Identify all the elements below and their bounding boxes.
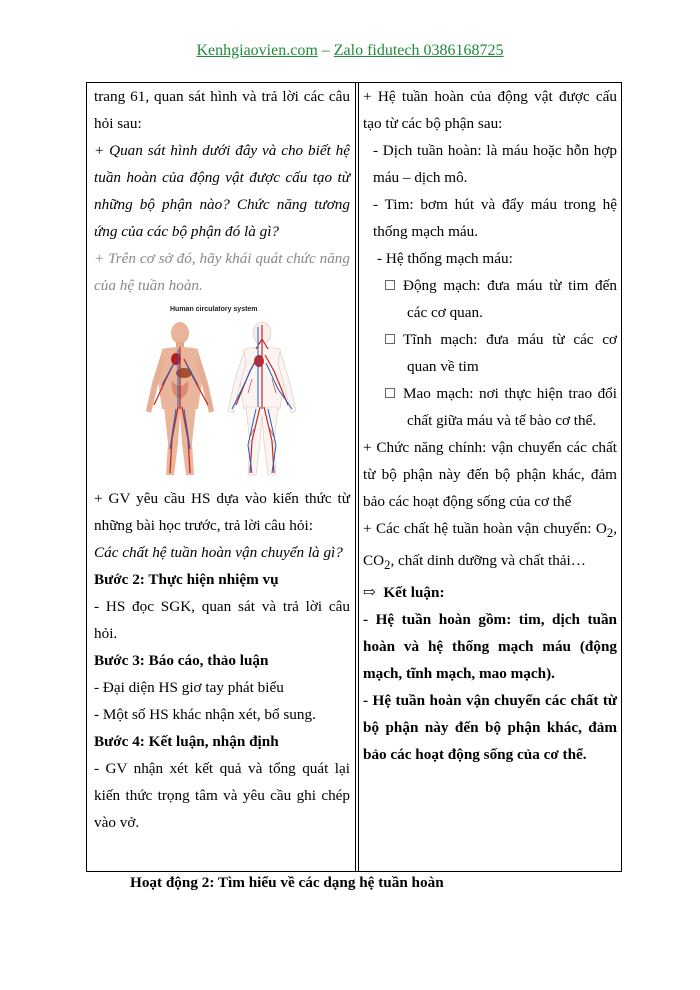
- step-3-title: Bước 3: Báo cáo, thảo luận: [94, 652, 269, 669]
- question-1: + Quan sát hình dưới đây và cho biết hệ tuần hoàn của động vật được cấu tạo từ những bộ phận nào? Chức năng tương ứng của các bộ phận đó là gì?: [94, 142, 350, 240]
- lesson-table: [86, 82, 622, 872]
- header-contact-link[interactable]: Zalo fidutech 0386168725: [333, 42, 504, 59]
- vessel-vein: Tĩnh mạch: đưa máu từ các cơ quan về tim: [363, 326, 617, 380]
- circulatory-system-figure: [94, 305, 350, 481]
- answer-vessels: - Hệ thống mạch máu:: [377, 250, 513, 267]
- conclusion-2: - Hệ tuần hoàn vận chuyển các chất từ bộ phận này đến bộ phận khác, đảm bảo các hoạt động sống của cơ thể.: [363, 692, 617, 764]
- instruction-text-2: + GV yêu cầu HS dựa vào kiến thức từ những bài học trước, trả lời câu hỏi:: [94, 490, 350, 534]
- human-body-illustration: [132, 319, 312, 481]
- answer-heart: - Tim: bơm hút và đẩy máu trong hệ thống mạch máu.: [373, 196, 617, 240]
- body-figure-right: [228, 322, 296, 475]
- teacher-activity-column: [94, 83, 350, 836]
- expected-product-column: [363, 83, 617, 768]
- header-site-link[interactable]: Kenhgiaovien.com: [196, 42, 318, 59]
- conclusion-heading: ⇨ Kết luận:: [363, 584, 445, 602]
- step-4-text: - GV nhận xét kết quả và tổng quát lại kiến thức trọng tâm và yêu cầu ghi chép vào vở.: [94, 760, 350, 831]
- answer-blood: - Dịch tuần hoàn: là máu hoặc hỗn hợp máu – dịch mô.: [373, 142, 617, 186]
- answer-substances: + Các chất hệ tuần hoàn vận chuyển: $O_2$, $CO_2$, chất dinh dưỡng và chất thải…: [363, 520, 617, 573]
- question-3: Các chất hệ tuần hoàn vận chuyển là gì?: [94, 544, 343, 561]
- vessel-capillary: Mao mạch: nơi thực hiện trao đổi chất giữa máu và tế bào cơ thể.: [363, 380, 617, 434]
- step-2-title: Bước 2: Thực hiện nhiệm vụ: [94, 571, 279, 588]
- vessel-artery: Động mạch: đưa máu từ tim đến các cơ quan.: [363, 272, 617, 326]
- activity-2-heading: Hoạt động 2: Tìm hiểu về các dạng hệ tuần hoàn: [130, 874, 444, 891]
- figure-title: Human circulatory system: [170, 306, 258, 313]
- question-2: + Trên cơ sở đó, hãy khái quát chức năng của hệ tuần hoàn.: [94, 250, 350, 294]
- step-2-text: - HS đọc SGK, quan sát và trả lời câu hỏi.: [94, 598, 350, 642]
- step-3-item-1: - Đại diện HS giơ tay phát biểu: [94, 679, 284, 696]
- checkbox-icon: [385, 280, 395, 290]
- answer-structure: + Hệ tuần hoàn của động vật được cấu tạo từ các bộ phận sau:: [363, 88, 617, 132]
- conclusion-1: - Hệ tuần hoàn gồm: tim, dịch tuần hoàn và hệ thống mạch máu (động mạch, tĩnh mạch, mao mạch).: [363, 611, 617, 683]
- column-divider: [355, 83, 356, 871]
- answer-function: + Chức năng chính: vận chuyển các chất từ bộ phận này đến bộ phận khác, đảm bảo các hoạt động sống của cơ thể: [363, 439, 617, 510]
- header-separator: –: [317, 42, 334, 59]
- checkbox-icon: [385, 388, 395, 398]
- body-figure-left: [146, 322, 214, 475]
- arrow-right-icon: ⇨: [363, 584, 376, 602]
- column-divider-inner: [358, 83, 359, 871]
- step-4-title: Bước 4: Kết luận, nhận định: [94, 733, 279, 750]
- checkbox-icon: [385, 334, 395, 344]
- page-header: [0, 42, 700, 60]
- step-3-item-2: - Một số HS khác nhận xét, bổ sung.: [94, 706, 316, 723]
- instruction-text: trang 61, quan sát hình và trả lời các câu hỏi sau:: [94, 88, 350, 132]
